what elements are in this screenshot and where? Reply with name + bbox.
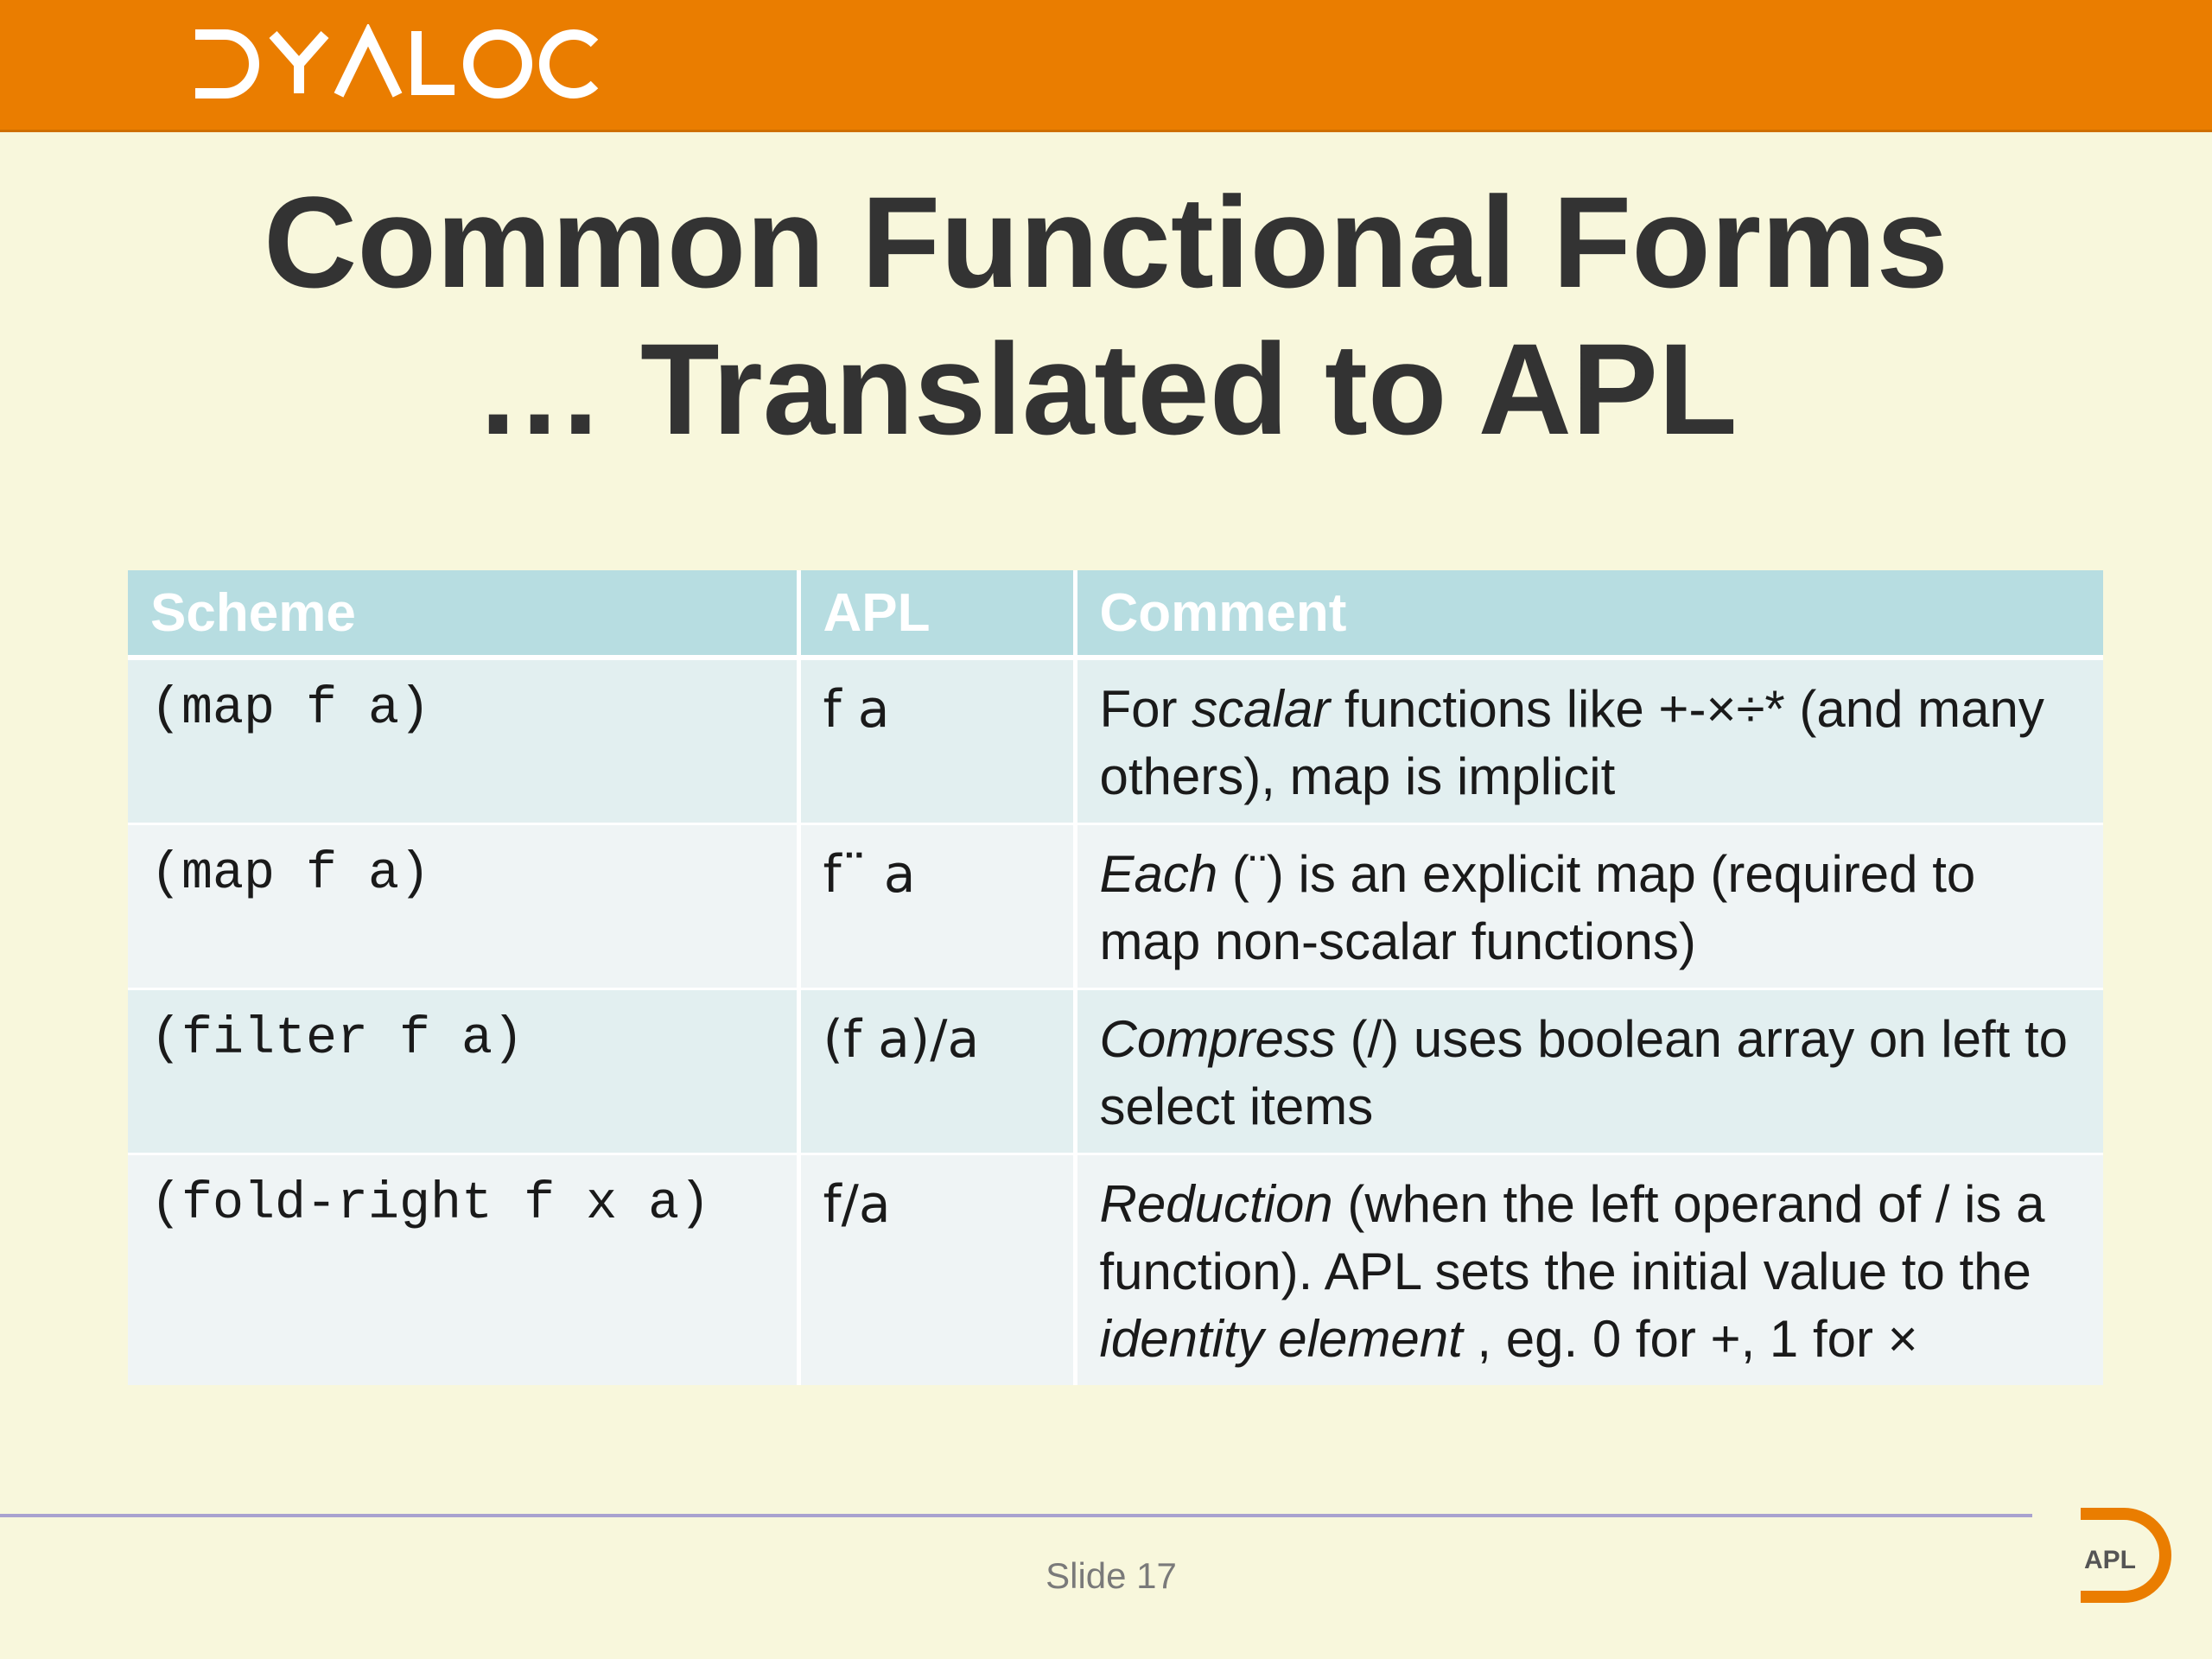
column-header-comment: Comment: [1075, 570, 2103, 658]
dyalog-logo: [190, 24, 605, 104]
slide-title: [0, 168, 2212, 462]
table-row: [128, 658, 2103, 824]
footer-divider: [0, 1514, 2032, 1517]
scheme-cell: (map f a): [128, 658, 798, 824]
comment-emphasis: Each: [1099, 845, 1218, 903]
apl-cell: f a: [798, 658, 1075, 824]
comment-cell: [1075, 824, 2103, 989]
comment-text: For: [1099, 680, 1192, 738]
comment-emphasis: Compress: [1099, 1010, 1336, 1068]
comment-cell: [1075, 1154, 2103, 1386]
comment-emphasis: scalar: [1192, 680, 1331, 738]
header-bar: [0, 0, 2212, 132]
comment-text: functions like +-×÷* (and many others), map is implicit: [1099, 680, 2044, 805]
apl-cell: f¨ a: [798, 824, 1075, 989]
slide-title-line-1: Common Functional Forms: [264, 169, 1948, 315]
scheme-cell: (fold-right f x a): [128, 1154, 798, 1386]
apl-cell: f/a: [798, 1154, 1075, 1386]
comment-text: (when the left operand of / is a function). APL sets the initial value to the: [1099, 1175, 2045, 1300]
comment-emphasis: identity element: [1099, 1310, 1463, 1368]
column-header-apl: APL: [798, 570, 1075, 658]
table-row: [128, 1154, 2103, 1386]
comment-emphasis: Reduction: [1099, 1175, 1333, 1233]
table-row: [128, 989, 2103, 1154]
apl-logo-text: APL: [2084, 1546, 2136, 1574]
comment-text: (¨) is an explicit map (required to map non-scalar functions): [1099, 845, 1976, 970]
column-header-scheme: Scheme: [128, 570, 798, 658]
table-header-row: [128, 570, 2103, 658]
apl-logo-icon: [2074, 1503, 2177, 1607]
scheme-cell: (filter f a): [128, 989, 798, 1154]
comment-text: (/) uses boolean array on left to select items: [1099, 1010, 2069, 1135]
table-row: [128, 824, 2103, 989]
slide-number: Slide 17: [1046, 1555, 1177, 1596]
slide-title-line-2: … Translated to APL: [474, 316, 1738, 461]
comment-cell: [1075, 989, 2103, 1154]
comment-text: , eg. 0 for +, 1 for ×: [1462, 1310, 1918, 1368]
comment-cell: [1075, 658, 2103, 824]
translation-table: [128, 570, 2103, 1385]
scheme-cell: (map f a): [128, 824, 798, 989]
apl-cell: (f a)/a: [798, 989, 1075, 1154]
